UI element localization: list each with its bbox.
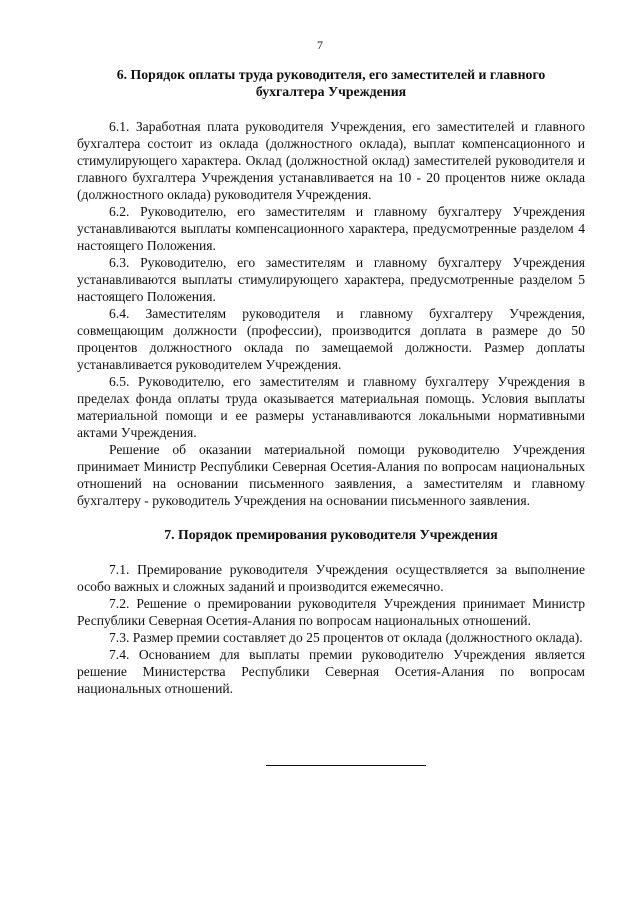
paragraph-7-2: 7.2. Решение о премировании руководителя Учреждения принимает Министр Республики Северная Осетия-Алания по вопросам национальных отношений. [77, 596, 585, 628]
paragraph-7-1: 7.1. Премирование руководителя Учреждения осуществляется за выполнение особо важных и сложных заданий и производится ежемесячно. [77, 562, 585, 594]
section-7-body [77, 561, 585, 697]
section-7-title: 7. Порядок премирования руководителя Учреждения [164, 527, 498, 542]
paragraph-6-5-decision: Решение об оказании материальной помощи руководителю Учреждения принимает Министр Республики Северная Осетия-Алания по вопросам национальных отношений на основании письменного заявления, а заместителям и главному бухгалтеру - руководитель Учреждения на основании письменного заявления. [77, 442, 585, 508]
paragraph-7-3: 7.3. Размер премии составляет до 25 процентов от оклада (должностного оклада). [109, 630, 583, 645]
document-body [77, 66, 585, 697]
section-6-body [77, 118, 585, 509]
page-number: 7 [317, 38, 323, 52]
paragraph-6-1: 6.1. Заработная плата руководителя Учреждения, его заместителей и главного бухгалтера состоит из оклада (должностного оклада), выплат компенсационного и стимулирующего характера. Оклад (должностной оклад) заместителей руководителя и главного бухгалтера Учреждения устанавливается на 10 - 20 процентов ниже оклада (должностного оклада) руководителя Учреждения. [77, 119, 585, 202]
section-6-title: 6. Порядок оплаты труда руководителя, его заместителей и главного бухгалтера Учреждения [116, 67, 546, 99]
paragraph-6-2: 6.2. Руководителю, его заместителям и главному бухгалтеру Учреждения устанавливаются выплаты компенсационного характера, предусмотренные разделом 4 настоящего Положения. [77, 204, 585, 253]
paragraph-6-4: 6.4. Заместителям руководителя и главному бухгалтеру Учреждения, совмещающим должности (профессии), производится доплата в размере до 50 процентов должностного оклада по замещаемой должности. Размер доплаты устанавливается руководителем Учреждения. [77, 306, 585, 372]
paragraph-7-4: 7.4. Основанием для выплаты премии руководителю Учреждения является решение Министерства Республики Северная Осетия-Алания по вопросам национальных отношений. [77, 647, 585, 696]
paragraph-6-3: 6.3. Руководителю, его заместителям и главному бухгалтеру Учреждения устанавливаются выплаты стимулирующего характера, предусмотренные разделом 5 настоящего Положения. [77, 255, 585, 304]
paragraph-6-5: 6.5. Руководителю, его заместителям и главному бухгалтеру Учреждения в пределах фонда оплаты труда оказывается материальная помощь. Условия выплаты материальной помощи и ее размеры устанавливаются локальными нормативными актами Учреждения. [77, 374, 585, 440]
end-divider-line [266, 765, 426, 766]
